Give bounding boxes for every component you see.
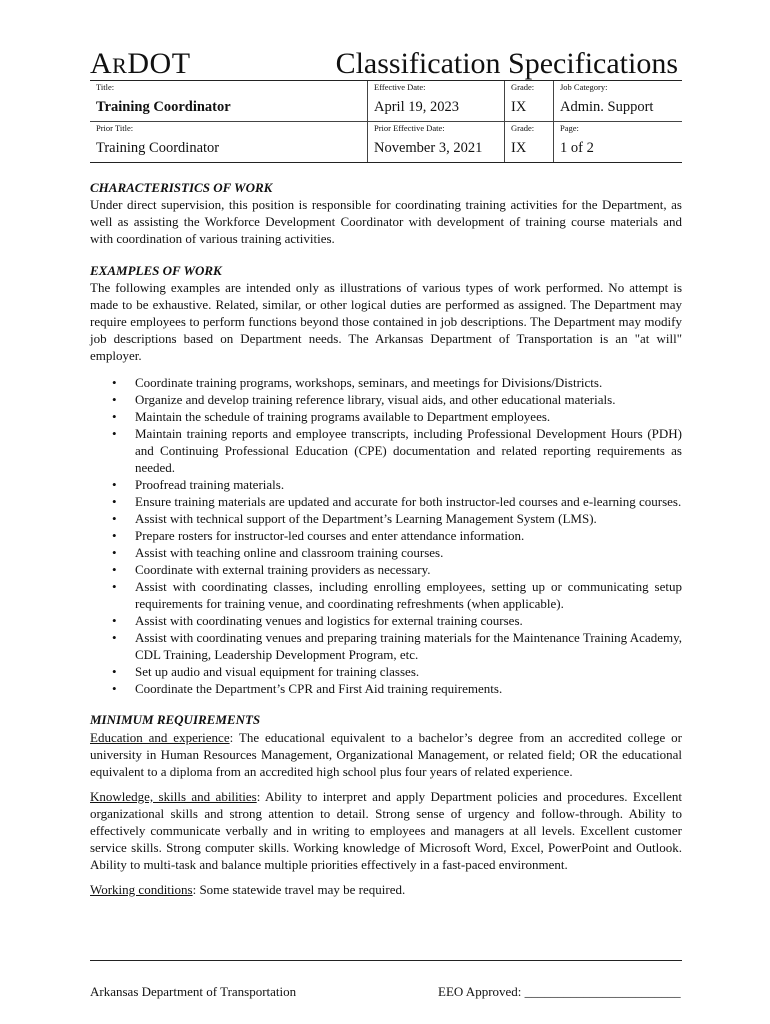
list-item: [112, 408, 682, 425]
footer-eeo-approved: EEO Approved: ________________________: [438, 984, 681, 999]
list-item: [112, 544, 682, 561]
document-title: Classification Specifications: [335, 47, 678, 80]
list-item: [112, 391, 682, 408]
title-label: Title:: [96, 82, 115, 92]
logo-letter-a: A: [90, 47, 113, 80]
effective-date-value: April 19, 2023: [368, 96, 505, 122]
examples-heading: EXAMPLES OF WORK: [90, 263, 222, 278]
list-item: [112, 493, 682, 510]
list-item: [112, 527, 682, 544]
job-category-label: Job Category:: [554, 81, 683, 96]
list-item-text: Proofread training materials.: [135, 477, 285, 492]
bullet-icon: •: [112, 511, 117, 526]
examples-intro: The following examples are intended only as illustrations of various types of work performed. No attempt is made to be exhaustive. Related, similar, or other logical duties are performed as assigned. The Department may require employees to perform functions beyond those contained in job descriptions. The Department may modify job descriptions based on Department needs. The Arkansas Department of Transportation is an "at will" employer.: [90, 280, 682, 363]
list-item: [112, 476, 682, 493]
characteristics-text: Under direct supervision, this position is responsible for coordinating training activities for the Department, as well as assisting the Workforce Development Coordinator with development of training course materials and with coordination of various training activities.: [90, 197, 682, 246]
bullet-icon: •: [112, 664, 117, 679]
list-item-text: Assist with coordinating venues and logistics for external training courses.: [135, 613, 523, 628]
list-item-text: Assist with technical support of the Department’s Learning Management System (LMS).: [135, 511, 597, 526]
characteristics-heading: CHARACTERISTICS OF WORK: [90, 180, 273, 195]
examples-list: [90, 374, 682, 697]
list-item: [112, 561, 682, 578]
list-item: [112, 510, 682, 527]
page-value: 1 of 2: [554, 137, 683, 163]
list-item-text: Prepare rosters for instructor-led courses and enter attendance information.: [135, 528, 525, 543]
working-conditions-text: : Some statewide travel may be required.: [192, 882, 406, 897]
page-label: Page:: [554, 122, 683, 138]
bullet-icon: •: [112, 375, 117, 390]
bullet-icon: •: [112, 494, 117, 509]
list-item-text: Organize and develop training reference library, visual aids, and other educational materials.: [135, 392, 616, 407]
list-item: [112, 680, 682, 697]
prior-effective-date-value: November 3, 2021: [368, 137, 505, 163]
job-info-table: [90, 81, 682, 163]
list-item-text: Coordinate training programs, workshops, seminars, and meetings for Divisions/Districts.: [135, 375, 603, 390]
document-page: [90, 44, 682, 898]
education-label: Education and experience: [90, 730, 230, 745]
grade-label: Grade:: [505, 81, 554, 96]
list-item: [112, 425, 682, 476]
list-item: [112, 663, 682, 680]
prior-grade-value: IX: [505, 137, 554, 163]
list-item-text: Assist with coordinating classes, including enrolling employees, setting up or communicating setup requirements for training venue, and coordinating refreshments (when applicable).: [135, 579, 682, 611]
prior-effective-date-label: Prior Effective Date:: [368, 122, 505, 138]
list-item: [112, 612, 682, 629]
minimum-requirements-heading: MINIMUM REQUIREMENTS: [90, 712, 261, 727]
footer-organization: Arkansas Department of Transportation: [90, 984, 297, 999]
education-text: : The educational equivalent to a bachelor’s degree from an accredited college or university in Human Resources Management, Organizational Management, or related field; OR the educational equivalent to a diploma from an accredited high school plus four years of related experience.: [90, 730, 682, 779]
bullet-icon: •: [112, 545, 117, 560]
prior-title-label: Prior Title:: [96, 123, 134, 133]
list-item: [112, 629, 682, 663]
document-footer: [90, 960, 682, 999]
bullet-icon: •: [112, 528, 117, 543]
ksa-text: : Ability to interpret and apply Department policies and procedures. Excellent organizational skills and strong attention to detail. Strong sense of urgency and follow-through. Ability to effectively communicate verbally and in writing to employees and managers at all levels. Excellent customer service skills. Strong computer skills. Working knowledge of Microsoft Word, Excel, PowerPoint and Outlook. Ability to multi-task and balance multiple priorities effectively in a fast-paced environment.: [90, 789, 682, 872]
document-header: [90, 44, 682, 81]
list-item-text: Maintain training reports and employee transcripts, including Professional Development Hours (PDH) and Continuing Professional Education (CPE) documentation and related reporting requirements as needed.: [135, 426, 682, 475]
title-value: Training Coordinator: [90, 96, 368, 122]
list-item-text: Coordinate with external training providers as necessary.: [135, 562, 431, 577]
list-item-text: Set up audio and visual equipment for training classes.: [135, 664, 420, 679]
logo-letter-r: R: [112, 53, 128, 78]
ksa-paragraph: [90, 788, 682, 873]
bullet-icon: •: [112, 681, 117, 696]
list-item-text: Ensure training materials are updated and accurate for both instructor-led courses and e-learning courses.: [135, 494, 682, 509]
bullet-icon: •: [112, 477, 117, 492]
working-conditions-label: Working conditions: [90, 882, 193, 897]
list-item-text: Assist with coordinating venues and preparing training materials for the Maintenance Training Academy, CDL Training, Leadership Development Program, etc.: [135, 630, 682, 662]
ardot-logo: [90, 49, 191, 80]
list-item-text: Coordinate the Department’s CPR and First Aid training requirements.: [135, 681, 503, 696]
minimum-requirements-section: [90, 711, 682, 898]
working-conditions-paragraph: [90, 881, 682, 898]
prior-title-value: Training Coordinator: [90, 137, 368, 163]
prior-grade-label: Grade:: [505, 122, 554, 138]
job-category-value: Admin. Support: [554, 96, 683, 122]
ksa-label: Knowledge, skills and abilities: [90, 789, 257, 804]
logo-letters-dot: DOT: [127, 47, 191, 80]
bullet-icon: •: [112, 630, 117, 645]
examples-section: [90, 262, 682, 697]
bullet-icon: •: [112, 579, 117, 594]
effective-date-label: Effective Date:: [368, 81, 505, 96]
bullet-icon: •: [112, 426, 117, 441]
list-item-text: Maintain the schedule of training programs available to Department employees.: [135, 409, 551, 424]
list-item: [112, 374, 682, 391]
grade-value: IX: [505, 96, 554, 122]
bullet-icon: •: [112, 392, 117, 407]
bullet-icon: •: [112, 613, 117, 628]
list-item-text: Assist with teaching online and classroom training courses.: [135, 545, 444, 560]
list-item: [112, 578, 682, 612]
characteristics-section: [90, 179, 682, 247]
bullet-icon: •: [112, 562, 117, 577]
bullet-icon: •: [112, 409, 117, 424]
education-paragraph: [90, 729, 682, 780]
